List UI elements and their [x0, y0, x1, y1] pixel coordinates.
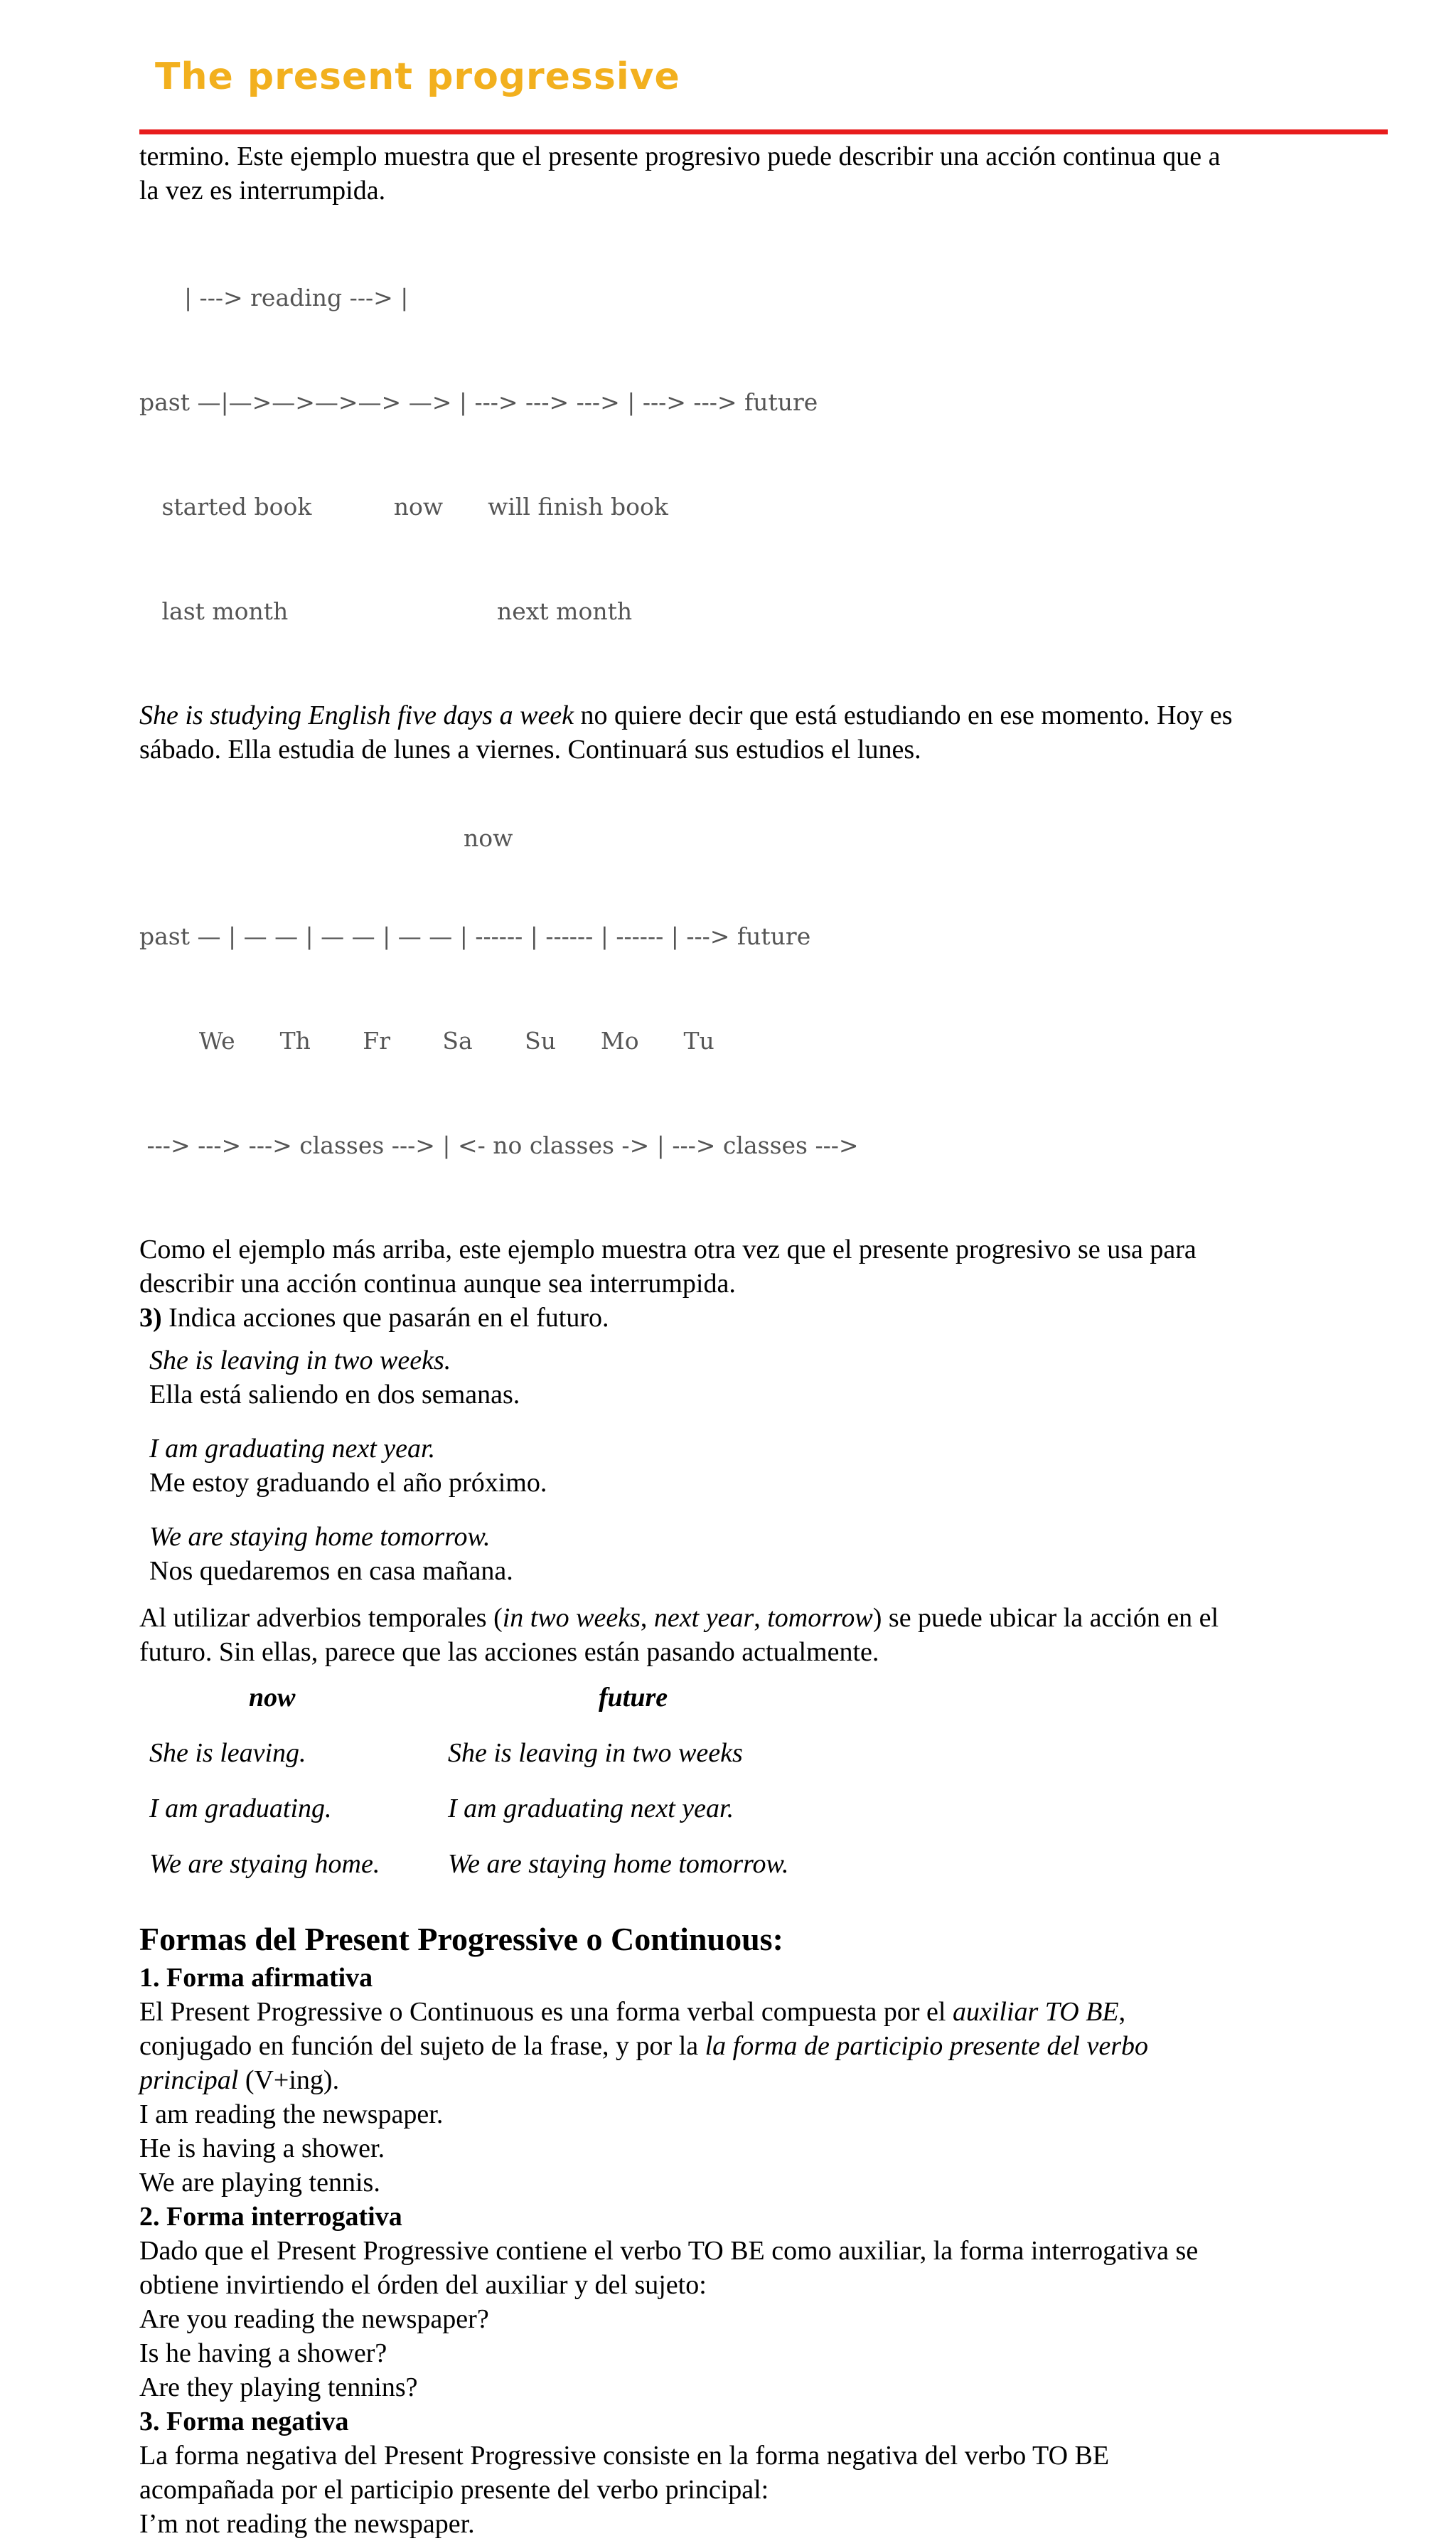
future-examples — [139, 1343, 1334, 1588]
negative-title: 3. Forma negativa — [139, 2407, 349, 2436]
adverb-tomorrow: tomorrow — [767, 1603, 873, 1633]
cell-now: We are styaing home. — [149, 1849, 380, 1879]
affirmative-example: I am reading the newspaper. — [139, 2099, 444, 2129]
interrogative-example: Are you reading the newspaper? — [139, 2304, 489, 2334]
cell-now: She is leaving. — [149, 1738, 306, 1768]
paragraph-studying — [139, 698, 1334, 733]
example-english: We are staying home tomorrow. — [149, 1522, 491, 1552]
interrogative-title: 2. Forma interrogativa — [139, 2202, 402, 2232]
paragraph-studying-line-2: sábado. Ella estudia de lunes a viernes. Continuará sus estudios el lunes. — [139, 735, 921, 765]
participle-text: la forma de participio presente del verbo — [705, 2031, 1148, 2061]
document-body — [139, 139, 1334, 2541]
adverbs-text-end: ) se puede ubicar la acción en el — [872, 1603, 1219, 1633]
example-english: She is leaving in two weeks. — [149, 1346, 451, 1375]
column-header-now: now — [249, 1683, 296, 1712]
adverbs-text: Al utilizar adverbios temporales ( — [139, 1603, 503, 1633]
diagram2-now-label: now — [464, 824, 513, 852]
affirmative-text: El Present Progressive o Continuous es una forma verbal compuesta por el — [139, 1997, 953, 2027]
principal-text: principal — [139, 2065, 239, 2095]
negative-line-1: La forma negativa del Present Progressive consiste en la forma negativa del verbo TO BE — [139, 2441, 1110, 2471]
diagram1-line-3: started book now will finish book — [139, 493, 668, 521]
document-title: The present progressive — [155, 55, 680, 98]
affirmative-title: 1. Forma afirmativa — [139, 1963, 373, 1993]
interrogative-example: Are they playing tennins? — [139, 2372, 418, 2402]
example-spanish: Nos quedaremos en casa mañana. — [149, 1556, 513, 1586]
point-3-text: Indica acciones que pasarán en el futuro. — [161, 1303, 609, 1333]
adverbs-paragraph — [139, 1601, 1334, 1635]
timeline-diagram-reading — [139, 211, 1334, 698]
diagram1-line-4: last month next month — [139, 597, 633, 625]
cell-future: She is leaving in two weeks — [448, 1738, 743, 1768]
negative-line-2: acompañada por el participio presente del verbo principal: — [139, 2475, 769, 2505]
affirmative-line-2 — [139, 2029, 1334, 2063]
v-ing-text: (V+ing). — [238, 2065, 340, 2095]
affirmative-text: conjugado en función del sujeto de la frase, y por la — [139, 2031, 705, 2061]
intro-line-2: la vez es interrumpida. — [139, 176, 386, 206]
interrogative-line-1: Dado que el Present Progressive contiene el verbo TO BE como auxiliar, la forma interrogativa se — [139, 2236, 1199, 2266]
paragraph-studying-italic: She is studying English five days a week — [139, 700, 574, 730]
cell-now: I am graduating. — [149, 1794, 332, 1823]
paragraph-interrupted-line-2: describir una acción continua aunque sea interrumpida. — [139, 1269, 736, 1299]
cell-future: I am graduating next year. — [448, 1794, 734, 1823]
diagram2-line-2: We Th Fr Sa Su Mo Tu — [139, 1027, 714, 1055]
comma: , — [640, 1603, 654, 1633]
table-row — [139, 1791, 1334, 1826]
affirmative-line-3 — [139, 2063, 1334, 2097]
example-item — [139, 1343, 1334, 1412]
paragraph-interrupted-line-1: Como el ejemplo más arriba, este ejemplo muestra otra vez que el presente progresivo se usa para — [139, 1235, 1197, 1264]
column-header-future: future — [599, 1683, 668, 1712]
table-header-row — [139, 1680, 1334, 1715]
example-item — [139, 1432, 1334, 1500]
diagram1-line-1: | ---> reading ---> | — [139, 284, 409, 311]
interrogative-example: Is he having a shower? — [139, 2338, 387, 2368]
diagram1-line-2: past —|—>—>—>—> —> | ---> ---> ---> | ---> ---> future — [139, 388, 818, 416]
point-3 — [139, 1301, 1334, 1335]
auxiliar-to-be: auxiliar TO BE — [952, 1997, 1119, 2027]
diagram2-line-1: past — | — — | — — | — — | ------ | ------ | ------ | ---> future — [139, 922, 811, 950]
affirmative-example: We are playing tennis. — [139, 2168, 380, 2198]
example-spanish: Ella está saliendo en dos semanas. — [149, 1380, 520, 1410]
header-divider — [139, 129, 1388, 134]
table-row — [139, 1847, 1334, 1881]
point-3-number: 3) — [139, 1303, 162, 1333]
adverb-next-year: next year — [653, 1603, 754, 1633]
example-spanish: Me estoy graduando el año próximo. — [149, 1468, 547, 1498]
affirmative-line-1 — [139, 1995, 1334, 2029]
timeline-diagram-classes — [139, 767, 1334, 1232]
negative-example: I’m not reading the newspaper. — [139, 2509, 475, 2539]
cell-future: We are staying home tomorrow. — [448, 1849, 789, 1879]
intro-line-1: termino. Este ejemplo muestra que el presente progresivo puede describir una acción continua que a — [139, 142, 1221, 171]
example-english: I am graduating next year. — [149, 1434, 436, 1464]
now-future-table — [139, 1680, 1334, 1881]
affirmative-example: He is having a shower. — [139, 2134, 385, 2163]
interrogative-line-2: obtiene invirtiendo el órden del auxiliar y del sujeto: — [139, 2270, 707, 2300]
comma: , — [754, 1603, 768, 1633]
paragraph-studying-rest: no quiere decir que está estudiando en ese momento. Hoy es — [574, 700, 1233, 730]
table-row — [139, 1736, 1334, 1770]
comma: , — [1118, 1997, 1126, 2027]
example-item — [139, 1520, 1334, 1588]
adverbs-paragraph-line-2: futuro. Sin ellas, parece que las acciones están pasando actualmente. — [139, 1637, 879, 1667]
forms-heading: Formas del Present Progressive o Continuous: — [139, 1921, 783, 1957]
adverb-in-two-weeks: in two weeks — [502, 1603, 641, 1633]
diagram2-line-3: ---> ---> ---> classes ---> | <- no classes -> | ---> classes ---> — [139, 1131, 859, 1159]
